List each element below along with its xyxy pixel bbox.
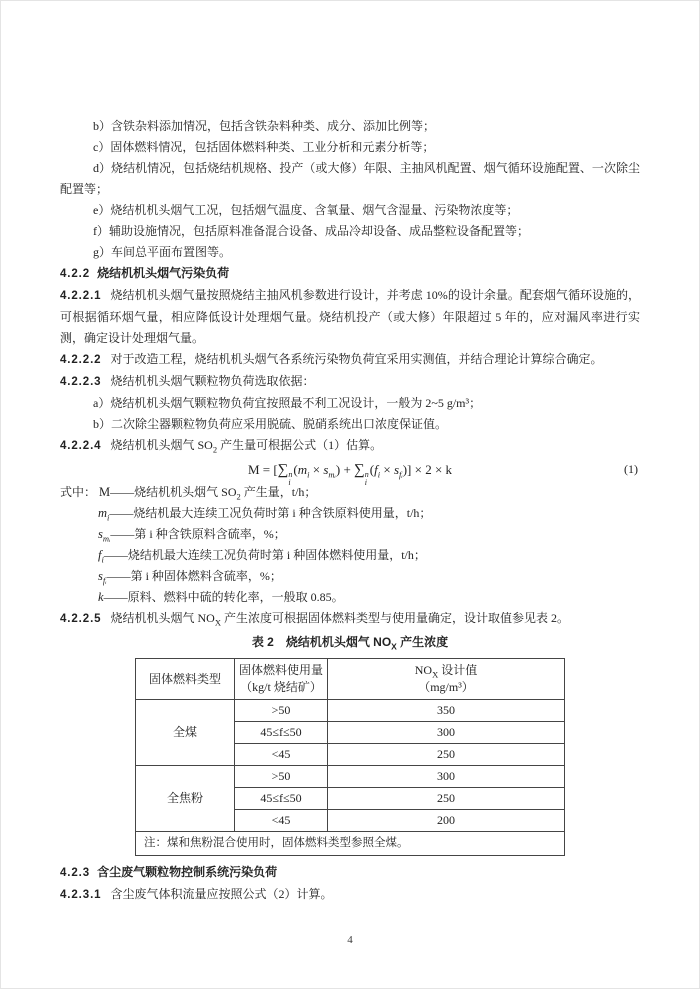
table-header-row xyxy=(136,659,565,700)
definition-symbol-subscript: mᵢ xyxy=(102,533,111,544)
clause-number: 4.2.2.4 xyxy=(60,440,102,452)
var-s-subscript: fᵢ xyxy=(399,469,403,480)
list-item-b-particulate: b）二次除尘器颗粒物负荷应采用脱硫、脱硝系统出口浓度保证值。 xyxy=(93,417,448,431)
clause-text: 含尘废气体积流量应按照公式（2）计算。 xyxy=(110,887,333,901)
table-title-pre: 表 2 烧结机机头烟气 NO xyxy=(251,635,392,649)
clause-text-post: 产生浓度可根据固体燃料类型与使用量确定，设计取值参见表 2。 xyxy=(220,611,569,625)
sum-limits xyxy=(288,471,292,487)
so2-subscript: 2 xyxy=(212,444,218,455)
sum-upper-limit: n xyxy=(364,470,369,479)
header-line: （kg/t 烧结矿） xyxy=(240,680,322,694)
equation-number: (1) xyxy=(624,462,638,476)
table-2-title xyxy=(60,632,640,653)
definition-lead: 式中： xyxy=(60,485,97,499)
nox-value-cell: 250 xyxy=(328,788,565,810)
fuel-usage-cell: <45 xyxy=(235,744,328,766)
sum-lower-limit: i xyxy=(364,478,367,487)
table-row xyxy=(136,700,565,722)
formula-definitions xyxy=(60,482,640,608)
var-s: s xyxy=(393,462,399,477)
sum-lower-limit: i xyxy=(288,478,291,487)
fuel-type-cell: 全煤 xyxy=(136,700,235,766)
clause-text-pre: 烧结机机头烟气 SO xyxy=(110,438,213,452)
definition-text: ——原料、燃料中硫的转化率，一般取 0.85。 xyxy=(103,590,344,604)
clause-text: 对于改造工程，烧结机机头烟气各系统污染物负荷宜采用实测值，并结合理论计算综合确定。 xyxy=(110,352,603,366)
clause-text-pre: 烧结机机头烟气 NO xyxy=(110,611,215,625)
clause-text-post: 产生量可根据公式（1）估算。 xyxy=(217,438,383,452)
definition-symbol: f xyxy=(98,548,102,562)
definition-row xyxy=(60,503,640,524)
header-post: 设计值 xyxy=(438,663,478,677)
definition-symbol: k xyxy=(98,590,104,604)
clause-number: 4.2.3 xyxy=(60,867,91,879)
table-title-post: 产生浓度 xyxy=(396,635,449,649)
clause-number: 4.2.2 xyxy=(60,268,91,280)
list-item-c: c）固体燃料情况，包括固体燃料种类、工业分析和元素分析等； xyxy=(93,140,435,154)
nox-value-cell: 300 xyxy=(328,766,565,788)
var-m: m xyxy=(297,462,308,477)
section-heading-4-2-3 xyxy=(60,862,640,884)
clause-number: 4.2.2.3 xyxy=(60,376,102,388)
definition-text: 产生量，t/h； xyxy=(240,485,317,499)
clause-text xyxy=(110,611,569,628)
definition-row xyxy=(60,524,640,545)
formula-1 xyxy=(60,457,640,487)
table-2-note: 注：煤和焦粉混合使用时，固体燃料类型参照全煤。 xyxy=(136,832,565,856)
definition-row xyxy=(60,482,640,503)
times-operator: × xyxy=(380,462,394,477)
table-row xyxy=(136,766,565,788)
list-item-b: b）含铁杂料添加情况，包括含铁杂料种类、成分、添加比例等； xyxy=(93,119,436,133)
list-item-a-particulate: a）烧结机机头烟气颗粒物负荷宜按照最不利工况设计，一般为 2~5 g/m³； xyxy=(93,396,482,410)
definition-text-subscript: 2 xyxy=(236,491,241,502)
clause-text xyxy=(110,438,383,455)
document-content xyxy=(60,116,640,906)
clause-4-2-2-2 xyxy=(60,349,640,371)
table-2 xyxy=(135,658,565,856)
clause-4-2-2-5 xyxy=(60,608,640,630)
definition-symbol-subscript: i xyxy=(101,554,104,565)
sum-symbol: ∑ xyxy=(354,462,365,478)
clause-number: 4.2.2.2 xyxy=(60,354,102,366)
clause-4-2-2-1 xyxy=(60,285,640,349)
fuel-type-cell: 全焦粉 xyxy=(136,766,235,832)
col-fuel-type-header: 固体燃料类型 xyxy=(136,659,235,700)
sum-upper-limit: n xyxy=(288,470,293,479)
definition-symbol-subscript: i xyxy=(107,512,110,523)
clause-number: 4.2.2.5 xyxy=(60,613,102,625)
clause-text: 烧结机机头烟气量按照烧结主抽风机参数进行设计，并考虑 10%的设计余量。配套烟气循环设施的，可根据循环烟气量，相应降低设计处理烟气量。烧结机投产（或大修）年限超过 5 年的，应对漏风率进行实测，确定设计处理烟气量。 xyxy=(60,288,640,345)
definition-symbol: m xyxy=(98,506,108,520)
definition-symbol-subscript: fᵢ xyxy=(102,575,107,586)
paren: ( xyxy=(293,462,298,477)
var-s-subscript: mᵢ xyxy=(328,469,336,480)
section-title: 含尘废气颗粒物控制系统污染负荷 xyxy=(97,865,278,879)
nox-value-cell: 350 xyxy=(328,700,565,722)
clause-4-2-3-1 xyxy=(60,884,640,906)
col-nox-value-header xyxy=(328,659,565,700)
definition-symbol: M xyxy=(99,485,111,499)
var-s: s xyxy=(323,462,329,477)
formula-expression xyxy=(247,462,453,487)
section-title: 烧结机机头烟气污染负荷 xyxy=(97,266,230,280)
clause-text: 烧结机机头烟气颗粒物负荷选取依据： xyxy=(110,374,315,388)
page-number: 4 xyxy=(347,934,353,946)
nox-subscript: X xyxy=(391,641,397,652)
fuel-usage-cell: 45≤f≤50 xyxy=(235,788,328,810)
nox-subscript: X xyxy=(214,617,221,628)
var-f-subscript: i xyxy=(377,469,381,480)
definition-symbol: s xyxy=(98,569,103,583)
col-fuel-usage-header xyxy=(235,659,328,700)
definition-text: ——烧结机最大连续工况负荷时第 i 种含铁原料使用量，t/h； xyxy=(109,506,432,520)
header-line xyxy=(332,662,560,679)
nox-value-cell: 250 xyxy=(328,744,565,766)
definition-text: ——烧结机机头烟气 SO xyxy=(110,485,237,499)
sum-symbol: ∑ xyxy=(277,462,289,478)
definition-row xyxy=(60,587,640,608)
definition-text: ——第 i 种固体燃料含硫率，%； xyxy=(106,569,282,583)
nox-value-cell: 300 xyxy=(328,722,565,744)
list-item-d: d）烧结机情况，包括烧结机规格、投产（或大修）年限、主抽风机配置、烟气循环设施配置、一次除尘配置等； xyxy=(60,161,640,196)
nox-value-cell: 200 xyxy=(328,810,565,832)
clause-4-2-2-3 xyxy=(60,371,640,393)
list-item-e: e）烧结机机头烟气工况，包括烟气温度、含氧量、烟气含湿量、污染物浓度等； xyxy=(93,203,519,217)
times-operator: × xyxy=(309,462,324,477)
sum-limits xyxy=(365,471,369,487)
fuel-usage-cell: >50 xyxy=(235,766,328,788)
definition-text: ——第 i 种含铁原料含硫率，%； xyxy=(110,527,286,541)
fuel-usage-cell: 45≤f≤50 xyxy=(235,722,328,744)
paren: ( xyxy=(369,462,375,477)
header-line: 固体燃料使用量 xyxy=(239,663,324,677)
clause-number: 4.2.3.1 xyxy=(60,889,102,901)
list-item-g: g）车间总平面布置图等。 xyxy=(93,245,232,259)
fuel-usage-cell: <45 xyxy=(235,810,328,832)
var-f: f xyxy=(374,462,378,477)
clause-number: 4.2.2.1 xyxy=(60,290,102,302)
nox-subscript: X xyxy=(432,669,439,680)
list-item-f: f）辅助设施情况，包括原料准备混合设备、成品冷却设备、成品整粒设备配置等； xyxy=(93,224,529,238)
paren-plus: ) + xyxy=(335,462,355,477)
formula-rhs: )] × 2 × k xyxy=(402,462,453,477)
definition-row xyxy=(60,566,640,587)
header-pre: NO xyxy=(414,663,433,677)
fuel-usage-cell: >50 xyxy=(235,700,328,722)
header-line: （mg/m³） xyxy=(418,680,474,694)
definition-row xyxy=(60,545,640,566)
definition-symbol: s xyxy=(98,527,103,541)
formula-lhs: M = [ xyxy=(247,462,278,477)
var-m-subscript: i xyxy=(307,469,310,480)
section-heading-4-2-2 xyxy=(60,263,640,285)
clause-4-2-2-4 xyxy=(60,435,640,457)
table-note-row xyxy=(136,832,565,856)
definition-text: ——烧结机最大连续工况负荷时第 i 种固体燃料使用量，t/h； xyxy=(103,548,426,562)
